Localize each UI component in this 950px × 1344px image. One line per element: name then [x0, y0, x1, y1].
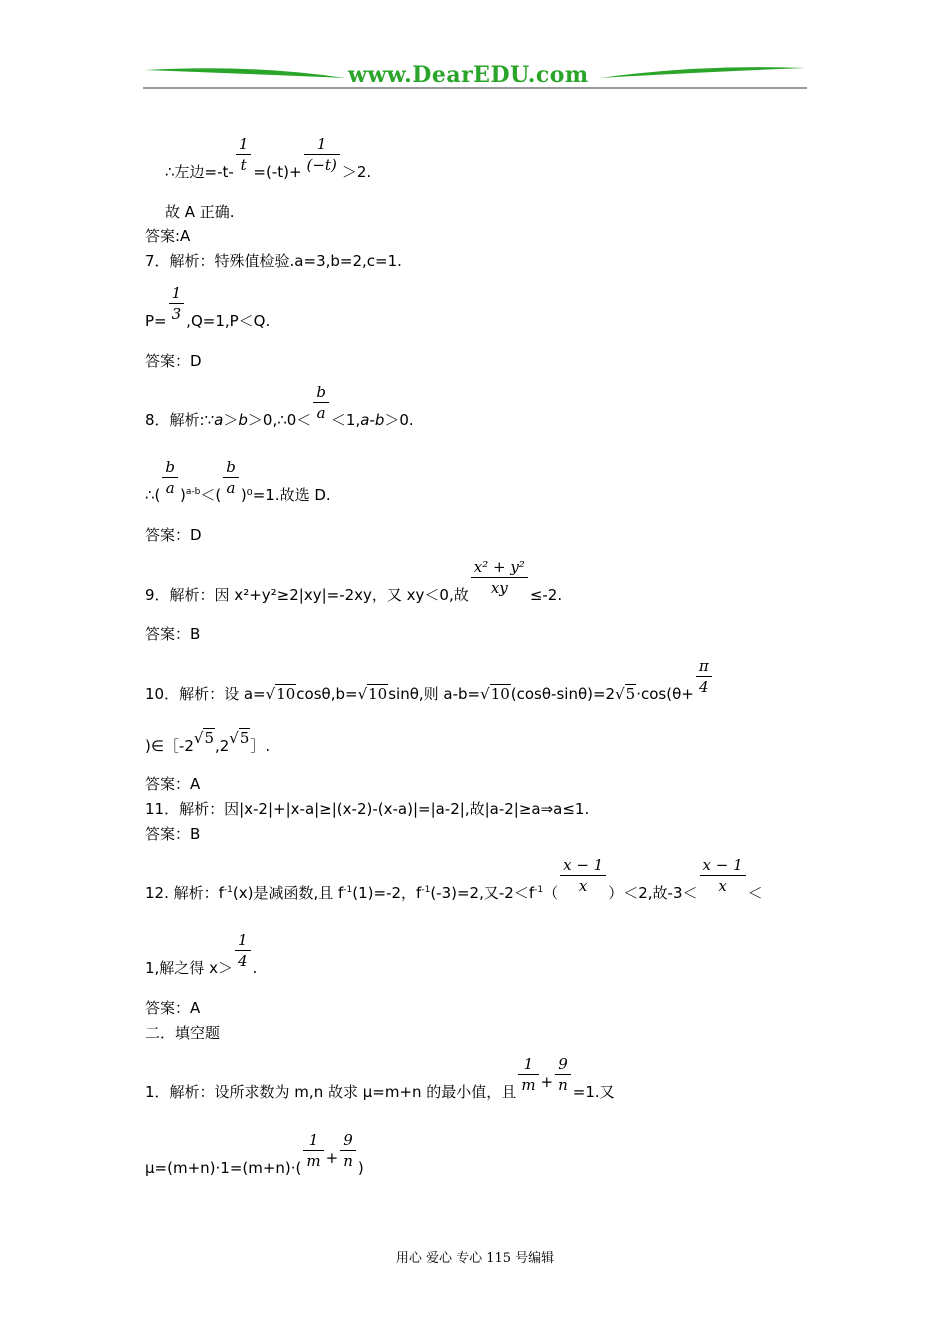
fraction-numerator: x² + y² — [473, 558, 525, 576]
fraction — [471, 557, 528, 598]
fraction-denominator: m — [518, 1074, 538, 1095]
exponent: -1 — [421, 885, 431, 895]
solution-11: 11．解析：因|x-2|+|x-a|≥|(x-2)-(x-a)|=|a-2|,故|a-2|≥a⇒a≤1. — [145, 800, 590, 818]
text: ＞ — [223, 411, 239, 429]
fraction — [304, 134, 340, 175]
fraction-numerator: 1 — [316, 135, 327, 153]
radicand: 5 — [625, 685, 636, 703]
text: )∈［-2 — [145, 737, 194, 755]
answer-8: 答案：D — [145, 526, 202, 544]
text: （ — [543, 884, 559, 902]
text: ≤-2. — [529, 586, 563, 604]
radicand: 5 — [204, 729, 214, 747]
text: ＞2. — [341, 163, 372, 181]
fraction-denominator: a — [162, 477, 178, 498]
header-banner — [140, 60, 810, 92]
radicand: 10 — [490, 685, 510, 703]
text: ∴( — [145, 486, 161, 504]
text: 12. 解析：f — [145, 884, 224, 902]
fraction-denominator: x — [560, 875, 606, 896]
text: ］. — [250, 737, 271, 755]
line-p-q — [145, 284, 271, 330]
fraction — [236, 134, 252, 175]
text: =(-t)+ — [253, 163, 302, 181]
section-fill-in-title: 二．填空题 — [145, 1024, 221, 1042]
solution-9 — [145, 558, 563, 604]
sqrt: √10 — [357, 685, 388, 703]
text: (1)=-2，f — [352, 884, 422, 902]
var: a — [214, 411, 224, 429]
fraction-numerator: b — [165, 458, 176, 476]
text: 1,解之得 x＞ — [145, 959, 233, 977]
fraction — [560, 855, 606, 896]
sqrt: √5 — [615, 685, 636, 703]
text: cosθ,b= — [296, 685, 358, 703]
fraction — [223, 457, 239, 498]
fraction-denominator: x — [700, 875, 746, 896]
answer-6: 答案:A — [145, 227, 191, 245]
solution-12-result — [145, 931, 258, 977]
fraction-numerator: b — [226, 458, 236, 476]
header-logo-text: www.DearEDU.com — [348, 62, 589, 88]
text: ∴左边=-t- — [165, 163, 234, 181]
fraction-numerator: x − 1 — [702, 856, 743, 874]
text: (x)是减函数,且 f — [232, 884, 344, 902]
text: )⁰=1.故选 D. — [240, 486, 331, 504]
answer-9: 答案：B — [145, 625, 201, 643]
text: ＜ — [747, 884, 763, 902]
fraction-denominator: 3 — [169, 303, 185, 324]
text: . — [252, 959, 258, 977]
answer-12: 答案：A — [145, 999, 201, 1017]
text: ＜( — [200, 486, 222, 504]
fraction — [162, 457, 178, 498]
fraction-denominator: 4 — [235, 950, 251, 971]
solution-8 — [145, 383, 414, 429]
sqrt: √5 — [193, 729, 214, 747]
exponent: -1 — [343, 885, 353, 895]
answer-7: 答案：D — [145, 352, 202, 370]
text: ) — [180, 486, 186, 504]
exponent: -1 — [223, 885, 233, 895]
text: ,2 — [214, 737, 230, 755]
fraction-numerator: 1 — [171, 284, 182, 302]
text: ·cos(θ+ — [636, 685, 694, 703]
solution-12 — [145, 856, 763, 902]
sqrt: √10 — [265, 685, 296, 703]
fraction-numerator: 1 — [237, 931, 248, 949]
fraction-numerator: 9 — [558, 1055, 568, 1073]
text: ,Q=1,P＜Q. — [186, 312, 271, 330]
sqrt: √10 — [480, 685, 510, 703]
text: sinθ,则 a-b= — [388, 685, 481, 703]
fraction-numerator: 1 — [523, 1055, 534, 1073]
exponent: a-b — [185, 487, 201, 497]
fraction-denominator: a — [223, 477, 239, 498]
fraction-denominator: t — [236, 154, 252, 175]
fraction — [303, 1130, 323, 1171]
solution-7: 7．解析：特殊值检验.a=3,b=2,c=1. — [145, 252, 402, 270]
fraction-numerator: π — [698, 657, 709, 675]
fraction-numerator: 1 — [308, 1131, 319, 1149]
fraction-denominator: n — [340, 1150, 356, 1171]
var: b — [238, 411, 248, 429]
fraction-denominator: m — [303, 1150, 323, 1171]
radicand: 10 — [276, 685, 296, 703]
solution-8-cont — [145, 458, 331, 504]
page-footer: 用心 爱心 专心 115 号编辑 — [395, 1251, 555, 1266]
fraction-denominator: xy — [471, 577, 528, 598]
answer-10: 答案：A — [145, 775, 201, 793]
fill-in-solution-1 — [145, 1055, 615, 1101]
fraction-numerator: b — [316, 383, 326, 401]
radicand: 5 — [239, 729, 250, 747]
fraction — [313, 382, 329, 423]
var: a-b — [360, 411, 385, 429]
exponent: -1 — [534, 885, 544, 895]
text: 10．解析：设 a= — [145, 685, 266, 703]
fill-in-solution-1-cont — [145, 1131, 364, 1177]
fraction — [340, 1130, 356, 1171]
text: (cosθ-sinθ)=2 — [510, 685, 616, 703]
text: 8．解析:∵ — [145, 411, 215, 429]
text: (-3)=2,又-2＜f — [430, 884, 535, 902]
fraction — [518, 1054, 538, 1095]
solution-10 — [145, 657, 714, 703]
plus-sign: + — [325, 1149, 339, 1167]
fraction — [555, 1054, 571, 1095]
text: P= — [145, 312, 167, 330]
text: ＞0. — [384, 411, 414, 429]
line-left-side — [165, 135, 372, 181]
sqrt: √5 — [229, 729, 250, 747]
text: 9．解析：因 x²+y²≥2|xy|=-2xy，又 xy＜0,故 — [145, 586, 469, 604]
text: ）＜2,故-3＜ — [608, 884, 698, 902]
line-conclusion-a: 故 A 正确. — [165, 203, 235, 221]
fraction-denominator: n — [555, 1074, 571, 1095]
fraction — [700, 855, 746, 896]
plus-sign: + — [540, 1073, 554, 1091]
solution-10-range — [145, 729, 271, 756]
text: 1．解析：设所求数为 m,n 故求 μ=m+n 的最小值，且 — [145, 1083, 517, 1101]
fraction — [235, 930, 251, 971]
text: ) — [357, 1159, 364, 1177]
text: =1.又 — [572, 1083, 615, 1101]
text: μ=(m+n)·1=(m+n)·( — [145, 1159, 302, 1177]
fraction-numerator: 1 — [238, 135, 249, 153]
fraction-denominator: (−t) — [304, 154, 340, 175]
text: ＞0,∴0＜ — [247, 411, 312, 429]
answer-11: 答案：B — [145, 825, 201, 843]
radicand: 10 — [368, 685, 388, 703]
fraction-numerator: 9 — [343, 1131, 353, 1149]
fraction — [696, 656, 712, 697]
fraction-denominator: 4 — [696, 676, 712, 697]
text: ＜1, — [330, 411, 361, 429]
fraction — [169, 283, 185, 324]
fraction-numerator: x − 1 — [563, 856, 604, 874]
fraction-denominator: a — [313, 402, 329, 423]
